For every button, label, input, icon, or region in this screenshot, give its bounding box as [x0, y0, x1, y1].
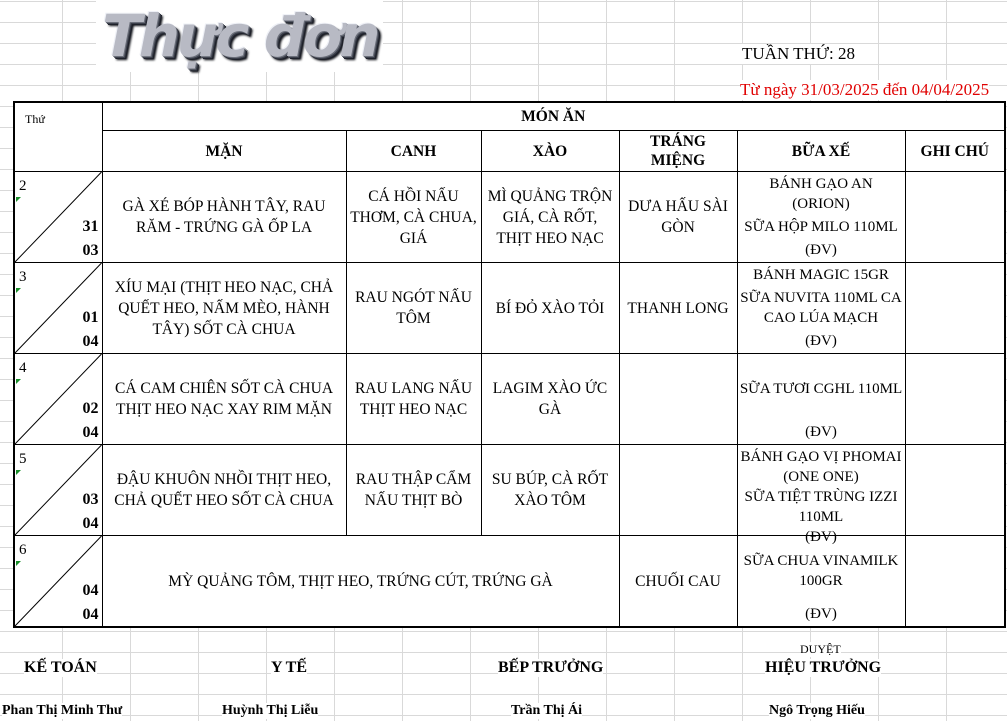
snack-item: (ĐV)	[805, 424, 837, 440]
snack-item: SỮA TƯƠI CGHL 110ML	[739, 381, 903, 397]
dessert: CHUỐI CAU	[619, 536, 737, 628]
dish-man: CÁ CAM CHIÊN SỐT CÀ CHUA THỊT HEO NẠC XAY RIM MẶN	[102, 354, 346, 445]
day-month: 04	[82, 606, 99, 623]
menu-table	[13, 101, 1006, 628]
dessert	[619, 445, 737, 536]
comment-marker-icon	[16, 561, 21, 566]
note-cell	[905, 172, 1005, 263]
dish-canh: RAU LANG NẤU THỊT HEO NẠC	[346, 354, 481, 445]
snack-item: SỮA CHUA VINAMILK 100GR	[743, 553, 899, 589]
dish-xao: SU BÚP, CÀ RỐT XÀO TÔM	[481, 445, 619, 536]
day-of-week: 5	[19, 451, 27, 467]
comment-marker-icon	[16, 470, 21, 475]
dish-man: GÀ XÉ BÓP HÀNH TÂY, RAU RĂM - TRỨNG GÀ ỐP LA	[102, 172, 346, 263]
snack-item: SỮA HỘP MILO 110ML	[744, 219, 898, 235]
comment-marker-icon	[16, 197, 21, 202]
day-row	[14, 354, 1005, 445]
snack-item: (ĐV)	[805, 242, 837, 258]
day-cell	[14, 172, 102, 263]
snack-item: (ĐV)	[805, 529, 837, 545]
snack-item: BÁNH MAGIC 15GR	[753, 267, 889, 283]
day-row	[14, 263, 1005, 354]
snack-cell	[737, 263, 905, 354]
header-trang-mieng: TRÁNG MIỆNG	[619, 131, 737, 172]
snack-item: (ĐV)	[805, 333, 837, 349]
day-cell	[14, 263, 102, 354]
dish-man: XÍU MẠI (THỊT HEO NẠC, CHẢ QUẾT HEO, NẤM MÈO, HÀNH TÂY) SỐT CÀ CHUA	[102, 263, 346, 354]
snack-item: BÁNH GẠO AN (ORION)	[769, 176, 873, 212]
dessert: THANH LONG	[619, 263, 737, 354]
day-of-week: 3	[19, 269, 27, 285]
comment-marker-icon	[16, 379, 21, 384]
name-ke-toan: Phan Thị Minh Thư	[2, 703, 123, 718]
day-date: 03	[82, 491, 99, 508]
day-cell	[14, 354, 102, 445]
name-bep-truong: Trần Thị Ái	[511, 703, 583, 718]
title-y-te: Y TẾ	[271, 659, 308, 676]
date-range: Từ ngày 31/03/2025 đến 04/04/2025	[740, 80, 990, 99]
snack-cell	[737, 536, 905, 628]
dish-xao: BÍ ĐỎ XÀO TỎI	[481, 263, 619, 354]
note-cell	[905, 445, 1005, 536]
note-cell	[905, 263, 1005, 354]
header-canh: CANH	[346, 131, 481, 172]
snack-cell	[737, 354, 905, 445]
title-bep-truong: BẾP TRƯỞNG	[498, 659, 604, 676]
approval-label: DUYỆT	[800, 642, 841, 656]
week-label: TUẦN THỨ: 28	[742, 44, 867, 64]
header-man: MẶN	[102, 131, 346, 172]
snack-item: SỮA TIỆT TRÙNG IZZI 110ML	[744, 489, 898, 525]
dish-canh: RAU NGÓT NẤU TÔM	[346, 263, 481, 354]
day-cell	[14, 445, 102, 536]
day-row	[14, 536, 1005, 628]
snack-item: SỮA NUVITA 110ML CA CAO LÚA MẠCH	[740, 290, 902, 326]
snack-item: (ĐV)	[805, 606, 837, 622]
menu-logo-title: Thực đơn	[96, 0, 383, 72]
header-bua-xe: BỮA XẾ	[737, 131, 905, 172]
thu-label: Thứ	[25, 112, 45, 126]
snack-cell	[737, 172, 905, 263]
day-row	[14, 172, 1005, 263]
combined-dish: MỲ QUẢNG TÔM, THỊT HEO, TRỨNG CÚT, TRỨNG GÀ	[102, 536, 619, 628]
header-mon-an: MÓN ĂN	[102, 102, 1005, 131]
name-y-te: Huỳnh Thị Liễu	[222, 703, 319, 718]
title-ke-toan: KẾ TOÁN	[24, 659, 97, 676]
dessert: DƯA HẤU SÀI GÒN	[619, 172, 737, 263]
dish-canh: RAU THẬP CẨM NẤU THỊT BÒ	[346, 445, 481, 536]
header-xao: XÀO	[481, 131, 619, 172]
comment-marker-icon	[16, 288, 21, 293]
note-cell	[905, 536, 1005, 628]
day-month: 03	[82, 242, 99, 259]
day-date: 02	[82, 400, 99, 417]
day-of-week: 4	[19, 360, 27, 376]
day-date: 31	[82, 218, 99, 235]
snack-item: BÁNH GẠO VỊ PHOMAI (ONE ONE)	[740, 449, 902, 485]
dish-man: ĐẬU KHUÔN NHỒI THỊT HEO, CHẢ QUẾT HEO SỐT CÀ CHUA	[102, 445, 346, 536]
note-cell	[905, 354, 1005, 445]
day-row	[14, 445, 1005, 536]
day-cell	[14, 536, 102, 628]
day-of-week: 2	[19, 178, 27, 194]
day-month: 04	[82, 424, 99, 441]
dish-xao: LAGIM XÀO ỨC GÀ	[481, 354, 619, 445]
dessert	[619, 354, 737, 445]
header-ghi-chu: GHI CHÚ	[905, 131, 1005, 172]
dish-xao: MÌ QUẢNG TRỘN GIÁ, CÀ RỐT, THỊT HEO NẠC	[481, 172, 619, 263]
day-month: 04	[82, 515, 99, 532]
day-of-week: 6	[19, 542, 27, 558]
name-hieu-truong: Ngô Trọng Hiếu	[769, 703, 865, 718]
header-thu	[14, 102, 102, 172]
title-hieu-truong: HIỆU TRƯỞNG	[765, 659, 882, 676]
day-month: 04	[82, 333, 99, 350]
day-date: 01	[82, 309, 99, 326]
day-date: 04	[82, 582, 99, 599]
snack-cell	[737, 445, 905, 545]
dish-canh: CÁ HỒI NẤU THƠM, CÀ CHUA, GIÁ	[346, 172, 481, 263]
